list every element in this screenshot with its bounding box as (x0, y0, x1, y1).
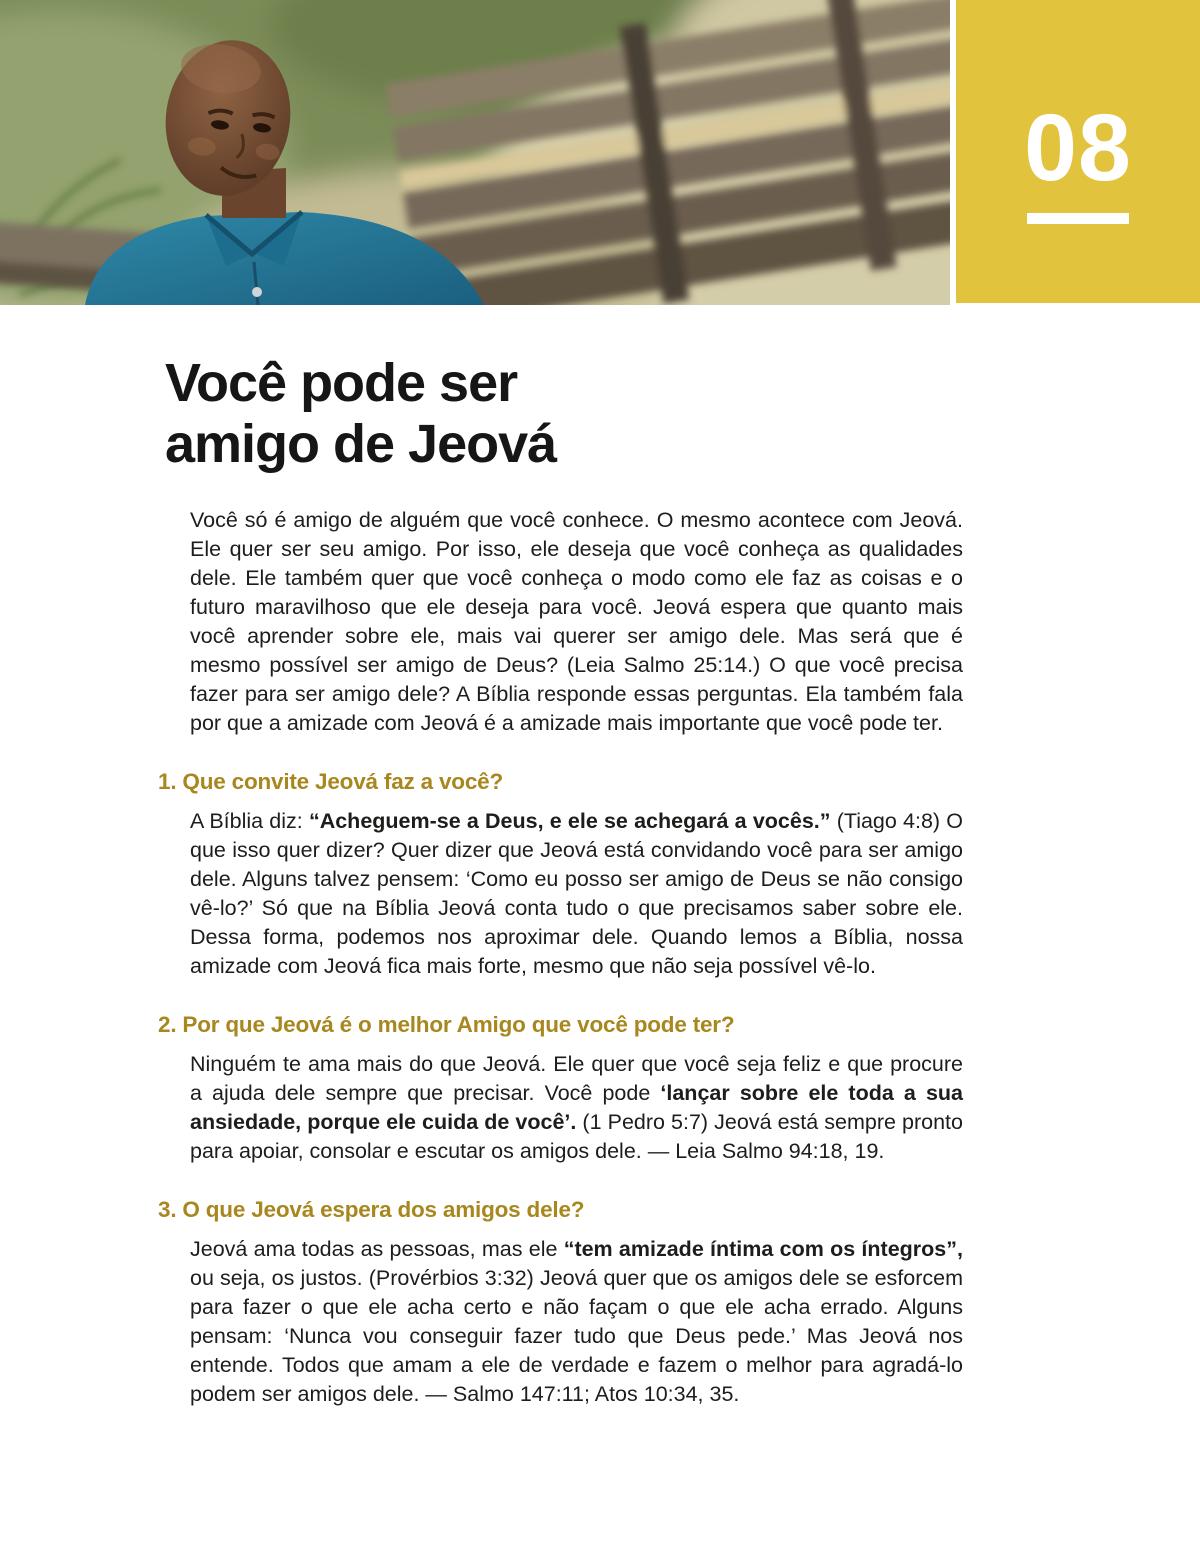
section-question-2 (158, 1012, 963, 1166)
section-question-3 (158, 1197, 963, 1409)
question-3-paragraph: Jeová ama todas as pessoas, mas ele “tem amizade íntima com os íntegros”, ou seja, os justos. (Provérbios 3:32) Jeová quer que os amigos dele se esforcem para fazer o que ele acha certo e não façam o que ele acha errado. Alguns pensam: ‘Nunca vou conseguir fazer tudo que Deus pede.’ Mas Jeová nos entende. Todos que amam a ele de verdade e fazem o melhor para agradá-lo podem ser amigos dele. — Salmo 147:11; Atos 10:34, 35. (190, 1237, 963, 1406)
section-question-1 (158, 769, 963, 981)
page-title-line-1: Você pode ser (165, 353, 518, 413)
chapter-photo (0, 0, 950, 305)
question-2-heading: 2. Por que Jeová é o melhor Amigo que você pode ter? (158, 1012, 735, 1037)
page-title (165, 353, 963, 475)
question-3-heading: 3. O que Jeová espera dos amigos dele? (158, 1197, 585, 1222)
question-2-paragraph: Ninguém te ama mais do que Jeová. Ele quer que você seja feliz e que procure a ajuda dele sempre que precisar. Você pode ‘lançar sobre ele toda a sua ansiedade, porque ele cuida de você’. (1 Pedro 5:7) Jeová está sempre pronto para apoiar, consolar e escutar os amigos dele. — Leia Salmo 94:18, 19. (190, 1052, 963, 1163)
hero-banner (0, 0, 1200, 305)
chapter-number: 08 (1024, 95, 1132, 201)
lesson-content (158, 353, 963, 1409)
question-1-heading: 1. Que convite Jeová faz a você? (158, 769, 503, 794)
chapter-number-underline (1027, 213, 1129, 224)
page-title-line-2: amigo de Jeová (165, 414, 557, 474)
intro-paragraph: Você só é amigo de alguém que você conhece. O mesmo acontece com Jeová. Ele quer ser seu amigo. Por isso, ele deseja que você conheça as qualidades dele. Ele também quer que você conheça o modo como ele faz as coisas e o futuro maravilhoso que ele deseja para você. Jeová espera que quanto mais você aprender sobre ele, mais vai querer ser amigo dele. Mas será que é mesmo possível ser amigo de Deus? (Leia Salmo 25:14.) O que você precisa fazer para ser amigo dele? A Bíblia responde essas perguntas. Ela também fala por que a amizade com Jeová é a amizade mais importante que você pode ter. (190, 508, 963, 735)
chapter-number-badge (956, 0, 1200, 303)
question-1-paragraph: A Bíblia diz: “Acheguem-se a Deus, e ele se achegará a vocês.” (Tiago 4:8) O que isso quer dizer? Quer dizer que Jeová está convidando você para ser amigo dele. Alguns talvez pensem: ‘Como eu posso ser amigo de Deus se não consigo vê-lo?’ Só que na Bíblia Jeová conta tudo o que precisamos saber sobre ele. Dessa forma, podemos nos aproximar dele. Quando lemos a Bíblia, nossa amizade com Jeová fica mais forte, mesmo que não seja possível vê-lo. (190, 809, 963, 978)
chapter-photo-illustration (0, 0, 950, 305)
